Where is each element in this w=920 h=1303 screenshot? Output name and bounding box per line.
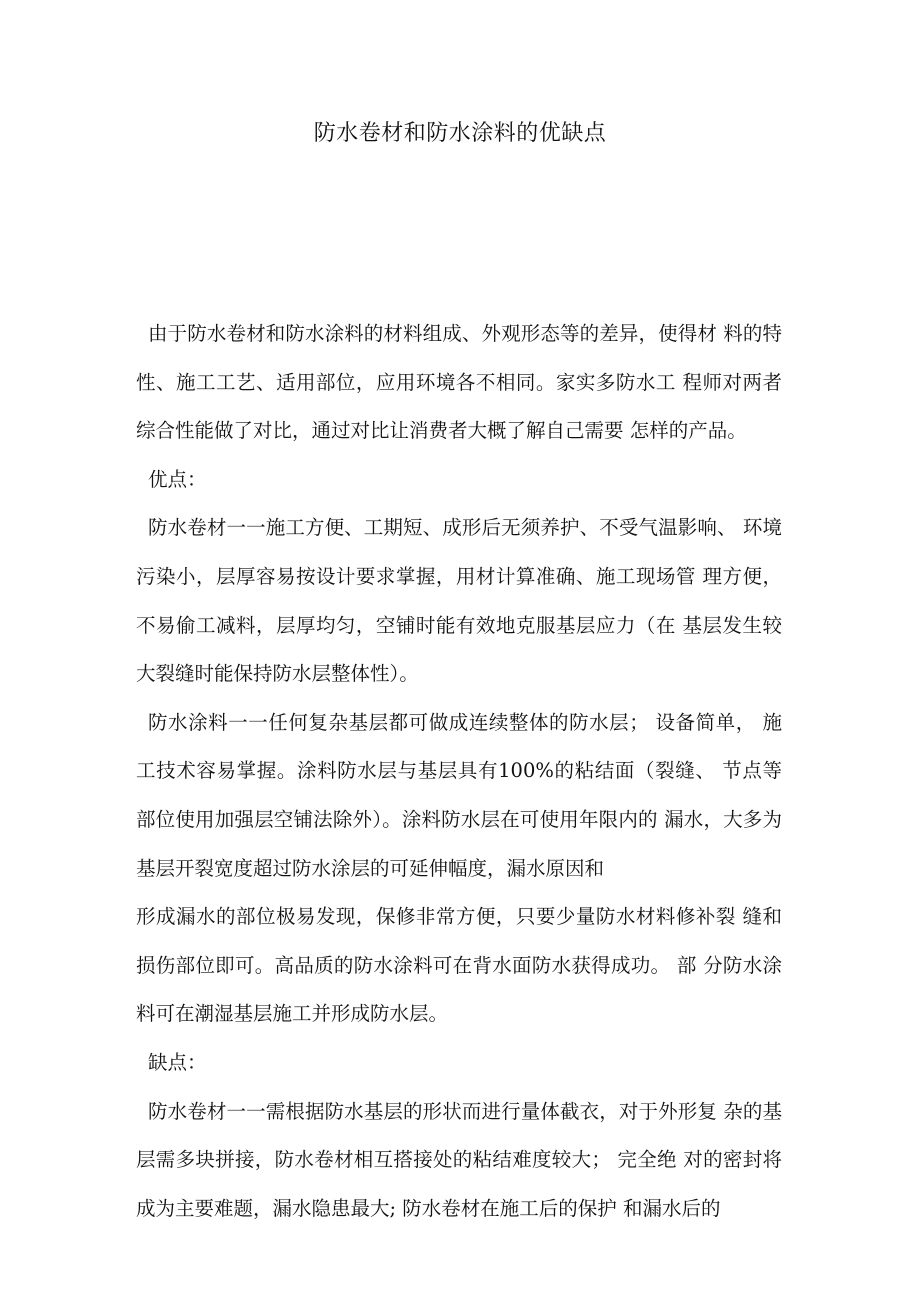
intro-paragraph: 由于防水卷材和防水涂料的材料组成、外观形态等的差异，使得材 料的特性、施工工艺、适用部位，应用环境各不相同。家实多防水工 程师对两者综合性能做了对比，通过对比让消费者大概了解自己需要 怎样的产品。 (136, 322, 782, 443)
membrane-advantages-paragraph: 防水卷材一一施工方便、工期短、成形后无须养护、不受气温影响、 环境污染小，层厚容易按设计要求掌握，用材计算准确、施工现场管 理方便，不易偷工减料，层厚均匀，空铺时能有效地克服基层应力（在 基层发生较大裂缝时能保持防水层整体性）。 (136, 516, 782, 686)
coating-advantages-paragraph: 防水涂料一一任何复杂基层都可做成连续整体的防水层； 设备简单， 施工技术容易掌握。涂料防水层与基层具有100%的粘结面（裂缝、 节点等部位使用加强层空铺法除外）。涂料防水层在可使用年限内的 漏水，大多为基层开裂宽度超过防水涂层的可延伸幅度，漏水原因和 (136, 710, 782, 880)
page-title: 防水卷材和防水涂料的优缺点 (313, 121, 607, 146)
disadvantages-heading: 缺点： (148, 1050, 207, 1074)
membrane-disadvantages-paragraph: 防水卷材一一需根据防水基层的形状而进行量体截衣，对于外形复 杂的基层需多块拼接，防水卷材相互搭接处的粘结难度较大； 完全绝 对的密封将成为主要难题，漏水隐患最大; 防水卷材在施工后的保护 和漏水后的 (136, 1099, 782, 1220)
coating-advantages-continued-paragraph: 形成漏水的部位极易发现，保修非常方便，只要少量防水材料修补裂 缝和损伤部位即可。高品质的防水涂料可在背水面防水获得成功。 部 分防水涂料可在潮湿基层施工并形成防水层。 (136, 905, 782, 1026)
document-body (136, 310, 782, 1233)
advantages-heading: 优点： (148, 467, 207, 491)
